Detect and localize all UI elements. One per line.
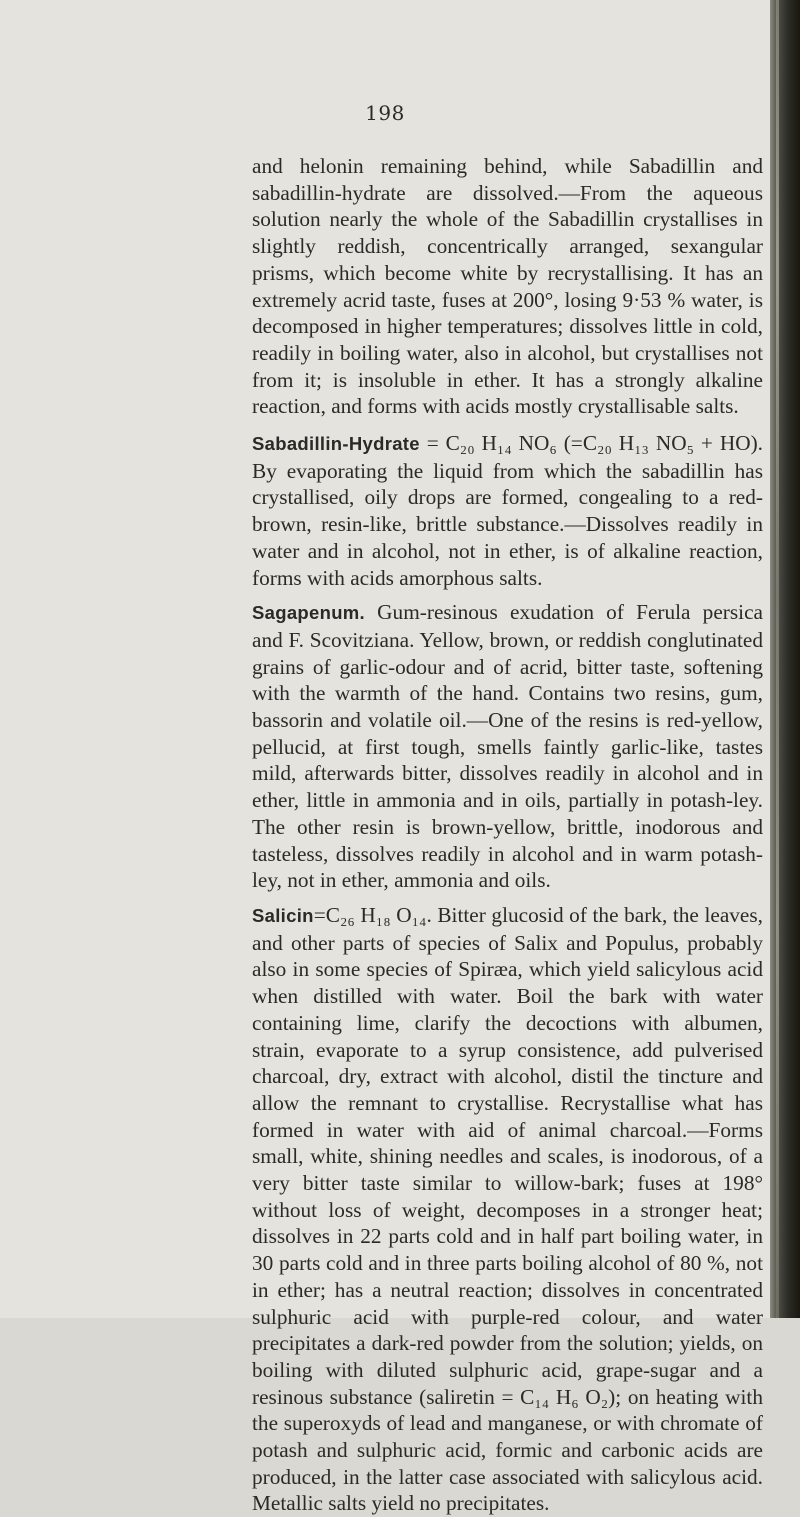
- entry-heading-sagapenum: Sagapenum.: [252, 602, 365, 624]
- book-edge-highlight: [776, 0, 779, 1318]
- page-body: [252, 153, 763, 1517]
- paragraph-text: and helonin remaining behind, while Sabadillin and sabadillin-hydrate are dissolved.—From the aqueous solution nearly the whole of the Sabadillin crystallises in slightly reddish, concentrically arranged, sexangular prisms, which become white by recrystallising. It has an extremely acrid taste, fuses at 200°, losing 9·53 % water, is decomposed in higher temperatures; dissolves little in cold, readily in boiling water, also in alcohol, but crystallises not from it; is insoluble in ether. It has a strongly alkaline reaction, and forms with acids mostly crystallisable salts.: [252, 154, 763, 419]
- paragraph-text: = C₂₀ H₁₄ NO₆ (=C₂₀ H₁₃ NO₅ + HO). By evaporating the liquid from which the sabadillin has crystallised, oily drops are formed, congealing to a red-brown, resin-like, brittle substance.—Dissolves readily in water and in alcohol, not in ether, is of alkaline reaction, forms with acids amorphous salts.: [252, 431, 763, 590]
- page-number: 198: [365, 101, 405, 125]
- entry-heading-salicin: Salicin: [252, 904, 314, 926]
- paragraph-sagapenum: [252, 599, 763, 894]
- paragraph-sabadillin-hydrate: [252, 430, 763, 591]
- paragraph-text: =C₂₆ H₁₈ O₁₄. Bitter glucosid of the bark, the leaves, and other parts of species of Salix and Populus, probably also in some species of Spiræa, which yield salicylous acid when distilled with water. Boil the bark with water containing lime, clarify the decoctions with albumen, strain, evaporate to a syrup consistence, add pulverised charcoal, dry, extract with alcohol, distil the tincture and allow the remnant to crystallise. Recrystallise what has formed in water with aid of animal charcoal.—Forms small, white, shining needles and scales, is inodorous, of a very bitter taste similar to willow-bark; fuses at 198° without loss of weight, decomposes in a stronger heat; dissolves in 22 parts cold and in half part boiling water, in 30 parts cold and in three parts boiling alcohol of 80 %, not in ether; has a neutral reaction; dissolves in concentrated sulphuric acid with purple-red colour, and water precipitates a dark-red powder from the solution; yields, on boiling with diluted sulphuric acid, grape-sugar and a resinous substance (saliretin = C₁₄ H₆ O₂); on heating with the superoxyds of lead and manganese, or with chromate of potash and sulphuric acid, formic and carbonic acids are produced, in the latter case associated with salicylous acid. Metallic salts yield no precipitates.: [252, 902, 763, 1516]
- paragraph-text: Gum-resinous exudation of Ferula persica and F. Scovitziana. Yellow, brown, or reddish conglutinated grains of garlic-odour and of acrid, bitter taste, softening with the warmth of the hand. Contains two resins, gum, bassorin and volatile oil.—One of the resins is red-yellow, pellucid, at first tough, smells faintly garlic-like, tastes mild, afterwards bitter, dissolves readily in alcohol and in ether, little in ammonia and in oils, partially in potash-ley. The other resin is brown-yellow, brittle, inodorous and tasteless, dissolves readily in alcohol and in warm potash-ley, not in ether, ammonia and oils.: [252, 600, 763, 893]
- book-edge-shadow: [770, 0, 800, 1318]
- paragraph-sabadillin-continued: [252, 153, 763, 420]
- entry-heading-sabadillin-hydrate: Sabadillin-Hydrate: [252, 433, 420, 455]
- paragraph-salicin: [252, 902, 763, 1517]
